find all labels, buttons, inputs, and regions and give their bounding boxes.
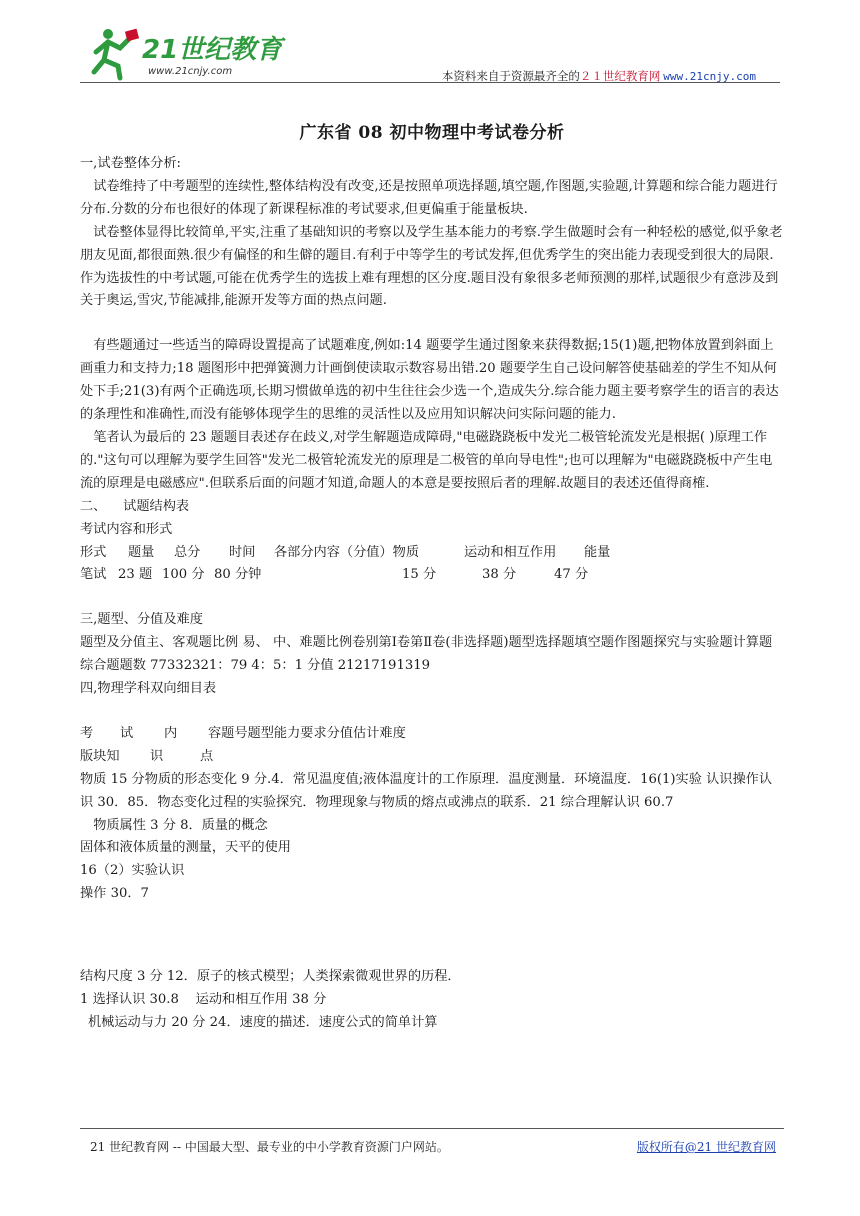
header-url-link[interactable]: www.21cnjy.com <box>663 70 756 83</box>
paragraph: 结构尺度 3 分 12．原子的核式模型；人类探索微观世界的历程． <box>80 969 461 985</box>
table-header-cell: 试 <box>120 725 134 741</box>
header-divider <box>80 82 780 83</box>
structure-table-row <box>80 564 784 587</box>
header-source-note: 本资料来自于资源最齐全的２１世纪教育网 www.21cnjy.com <box>441 70 756 83</box>
paragraph: 试卷维持了中考题型的连续性,整体结构没有改变,还是按照单项选择题,填空题,作图题,实验题,计算题和综合能力题进行分布.分数的分布也很好的体现了新课程标准的考试要求,但更偏重于能量板块. <box>80 178 778 217</box>
header-site-name: ２１世纪教育网 <box>579 71 661 83</box>
footer-site-slogan: 21 世纪教育网 -- 中国最大型、最专业的中小学教育资源门户网站。 <box>90 1140 449 1154</box>
table-header-cell: 点 <box>200 748 214 764</box>
table-header-cell: 容题号题型能力要求分值估计难度 <box>208 725 406 741</box>
paragraph: 试卷整体显得比较简单,平实,注重了基础知识的考察以及学生基本能力的考察.学生做题时会有一种轻松的感觉,似乎象老朋友见面,都很面熟.很少有偏怪的和生僻的题目.有利于中等学生的考试发挥,但优秀学生的突出能力表现受到很大的局限.作为选拔性的中考试题,可能在优秀学生的选拔上难有理想的区分度.题目没有象很多老师预测的那样,试题很少有意涉及到关于奥运,雪灾,节能减排,能源开发等方面的热点问题. <box>80 224 783 309</box>
section-1-heading: 一,试卷整体分析: <box>80 156 181 171</box>
table-header-cell: 能量 <box>584 544 611 560</box>
table-header-cell: 版块知 <box>80 748 120 764</box>
table-cell: 15 分 <box>402 567 437 583</box>
paragraph: 固体和液体质量的测量，天平的使用 <box>80 840 291 856</box>
table-header-cell: 内 <box>164 725 178 741</box>
table-header-cell: 识 <box>150 748 164 764</box>
table-cell: 23 题 <box>118 567 153 583</box>
table-header-cell: 运动和相互作用 <box>464 544 557 560</box>
document-title: 广东省 08 初中物理中考试卷分析 <box>299 123 565 143</box>
paragraph: 笔者认为最后的 23 题题目表述存在歧义,对学生解题造成障碍,"电磁跷跷板中发光二极管轮流发光是根据( )原理工作的."这句可以理解为要学生回答"发光二极管轮流发光的原理是二极管的单向导电性";也可以理解为"电磁跷跷板中产生电流的原理是电磁感应".但联系后面的问题才知道,命题人的本意是要按照后者的理解.故题目的表述还值得商榷. <box>80 429 773 491</box>
paragraph: 1 选择认识 30.8 运动和相互作用 38 分 <box>80 992 327 1008</box>
runner-logo-icon <box>86 22 286 82</box>
page-footer <box>80 1128 784 1154</box>
detail-table-header-2 <box>80 746 784 769</box>
section-2-subheading: 考试内容和形式 <box>80 521 173 537</box>
paragraph: 物质属性 3 分 8．质量的概念 <box>93 817 268 833</box>
table-header-cell: 形式 <box>80 544 107 560</box>
section-2-heading: 二、 试题结构表 <box>80 498 190 514</box>
table-cell: 47 分 <box>554 567 589 583</box>
table-header-cell: 各部分内容（分值）物质 <box>274 544 420 560</box>
site-logo[interactable] <box>86 22 286 82</box>
table-header-cell: 时间 <box>229 544 256 560</box>
table-cell: 100 分 <box>162 567 205 583</box>
logo-text: 21世纪教育 <box>142 35 283 65</box>
table-cell: 笔试 <box>80 567 107 583</box>
paragraph: 有些题通过一些适当的障碍设置提高了试题难度,例如:14 题要学生通过图象来获得数据;15(1)题,把物体放置到斜面上画重力和支持力;18 题图形中把弹簧测力计画倒使读取示数容易出错.20 题要学生自己设问解答使基础差的学生不知从何处下手;21(3)有两个正确选项,长期习惯做单选的初中生往往会少选一个,造成失分.综合能力题主要考察学生的语言的表达的条理性和准确性,而没有能够体现学生的思维的灵活性以及应用知识解决问实际问题的能力. <box>80 338 779 423</box>
paragraph: 题型及分值主、客观题比例 易、 中、难题比例卷别第Ⅰ卷第Ⅱ卷(非选择题)题型选择题填空题作图题探究与实验题计算题综合题题数 77332321：79 4：5：1 分值 21217191319 <box>80 635 773 674</box>
logo-url: www.21cnjy.com <box>148 66 233 77</box>
table-cell: 80 分钟 <box>214 567 262 583</box>
table-header-cell: 考 <box>80 725 94 741</box>
structure-table-header <box>80 542 784 565</box>
section-3-heading: 三,题型、分值及难度 <box>80 612 203 628</box>
table-header-cell: 题量 <box>128 544 155 560</box>
paragraph: 物质 15 分物质的形态变化 9 分.4．常见温度值;液体温度计的工作原理．温度测量．环境温度．16(1)实验 认识操作认识 30．85．物态变化过程的实验探究．物理现象与物质的熔点或沸点的联系．21 综合理解认识 60.7 <box>80 771 773 810</box>
paragraph: 机械运动与力 20 分 24．速度的描述．速度公式的简单计算 <box>88 1015 438 1030</box>
footer-copyright-link[interactable]: 版权所有@21 世纪教育网 <box>636 1140 776 1154</box>
detail-table-header <box>80 723 784 746</box>
page-header <box>80 22 780 84</box>
table-header-cell: 总分 <box>174 544 201 560</box>
paragraph: 操作 30．7 <box>80 886 149 902</box>
footer-divider <box>80 1128 784 1129</box>
document-body <box>80 118 784 1035</box>
table-cell: 38 分 <box>482 567 517 583</box>
section-4-heading: 四,物理学科双向细目表 <box>80 681 217 697</box>
paragraph: 16（2）实验认识 <box>80 863 185 879</box>
